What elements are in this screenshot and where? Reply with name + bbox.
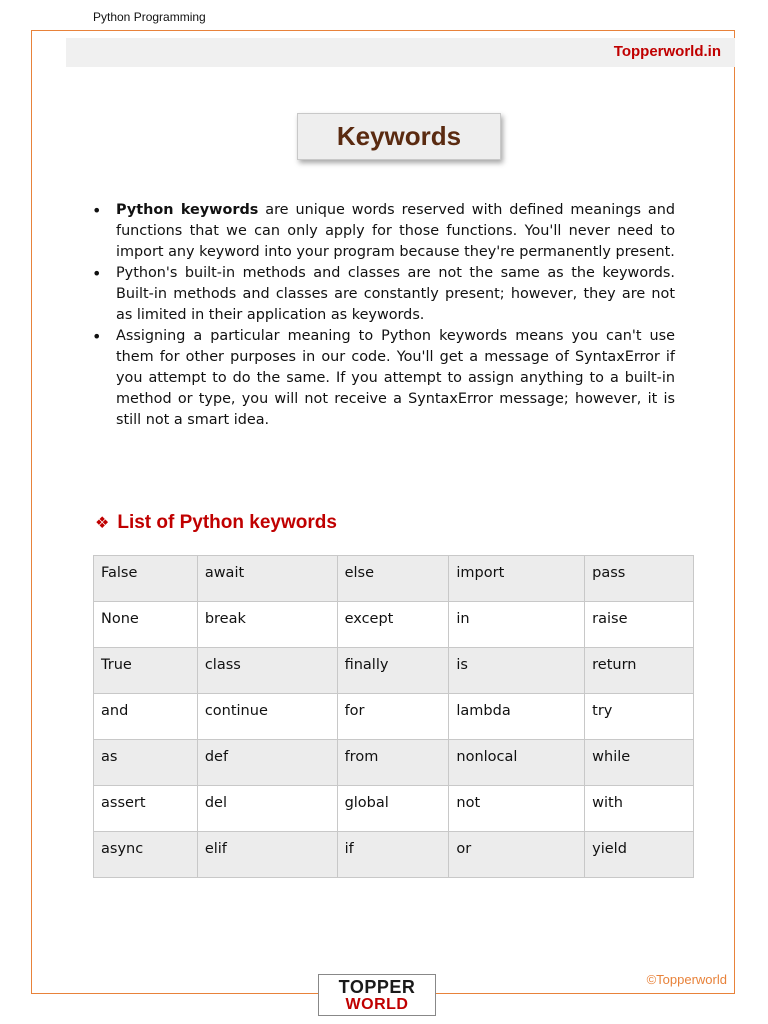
table-cell: in: [449, 602, 585, 648]
table-row: [94, 556, 694, 602]
table-cell: def: [197, 740, 337, 786]
brand-link[interactable]: Topperworld.in: [613, 43, 721, 60]
title-box: [297, 113, 501, 160]
table-cell: async: [94, 832, 198, 878]
table-cell: raise: [585, 602, 694, 648]
table-cell: False: [94, 556, 198, 602]
table-cell: class: [197, 648, 337, 694]
table-row: [94, 694, 694, 740]
diamond-bullet-icon: ❖: [95, 515, 110, 532]
bullet-text: Python's built-in methods and classes are not the same as the keywords. Built-in methods and classes are constantly present; however, they are not as limited in their application as keywords.: [116, 265, 675, 323]
page-title: Keywords: [336, 121, 462, 151]
table-cell: nonlocal: [449, 740, 585, 786]
running-head: Python Programming: [93, 10, 206, 24]
table-cell: yield: [585, 832, 694, 878]
table-cell: as: [94, 740, 198, 786]
section-heading: [95, 512, 337, 534]
table-cell: import: [449, 556, 585, 602]
table-cell: for: [337, 694, 449, 740]
table-cell: is: [449, 648, 585, 694]
copyright-text: ©Topperworld: [646, 972, 727, 987]
table-cell: else: [337, 556, 449, 602]
table-cell: not: [449, 786, 585, 832]
table-cell: elif: [197, 832, 337, 878]
logo-line-2: WORLD: [345, 996, 409, 1013]
table-cell: await: [197, 556, 337, 602]
topperworld-logo: [318, 974, 436, 1016]
brand-bar: [66, 38, 735, 67]
table-cell: None: [94, 602, 198, 648]
table-cell: except: [337, 602, 449, 648]
logo-line-1: TOPPER: [338, 977, 416, 997]
table-cell: while: [585, 740, 694, 786]
bullet-text: Assigning a particular meaning to Python keywords means you can't use them for other purposes in our code. You'll get a message of SyntaxError if you attempt to do the same. If you attempt to assign anything to a built-in method or type, you will not receive a SyntaxError message; however, it is still not a smart idea.: [116, 328, 675, 428]
table-row: [94, 740, 694, 786]
table-cell: try: [585, 694, 694, 740]
table-row: [94, 648, 694, 694]
bullet-item: [92, 263, 675, 326]
table-cell: from: [337, 740, 449, 786]
table-cell: lambda: [449, 694, 585, 740]
table-row: [94, 832, 694, 878]
table-cell: continue: [197, 694, 337, 740]
bullet-item: [92, 200, 675, 263]
table-cell: return: [585, 648, 694, 694]
table-cell: break: [197, 602, 337, 648]
keywords-table: [93, 555, 694, 878]
table-cell: assert: [94, 786, 198, 832]
table-row: [94, 786, 694, 832]
table-cell: pass: [585, 556, 694, 602]
table-cell: global: [337, 786, 449, 832]
table-cell: del: [197, 786, 337, 832]
table-cell: True: [94, 648, 198, 694]
table-cell: with: [585, 786, 694, 832]
table-cell: and: [94, 694, 198, 740]
section-heading-text: List of Python keywords: [117, 512, 337, 533]
table-cell: if: [337, 832, 449, 878]
bullet-item: [92, 326, 675, 431]
table-row: [94, 602, 694, 648]
keyword-bullet-list: [92, 200, 675, 431]
table-cell: finally: [337, 648, 449, 694]
table-cell: or: [449, 832, 585, 878]
bullet-lead: Python keywords: [116, 202, 259, 218]
bullet-text: are unique words reserved with defined meanings and functions that we can only apply for those functions. You'll never need to import any keyword into your program because they're permanently present.: [116, 202, 675, 260]
